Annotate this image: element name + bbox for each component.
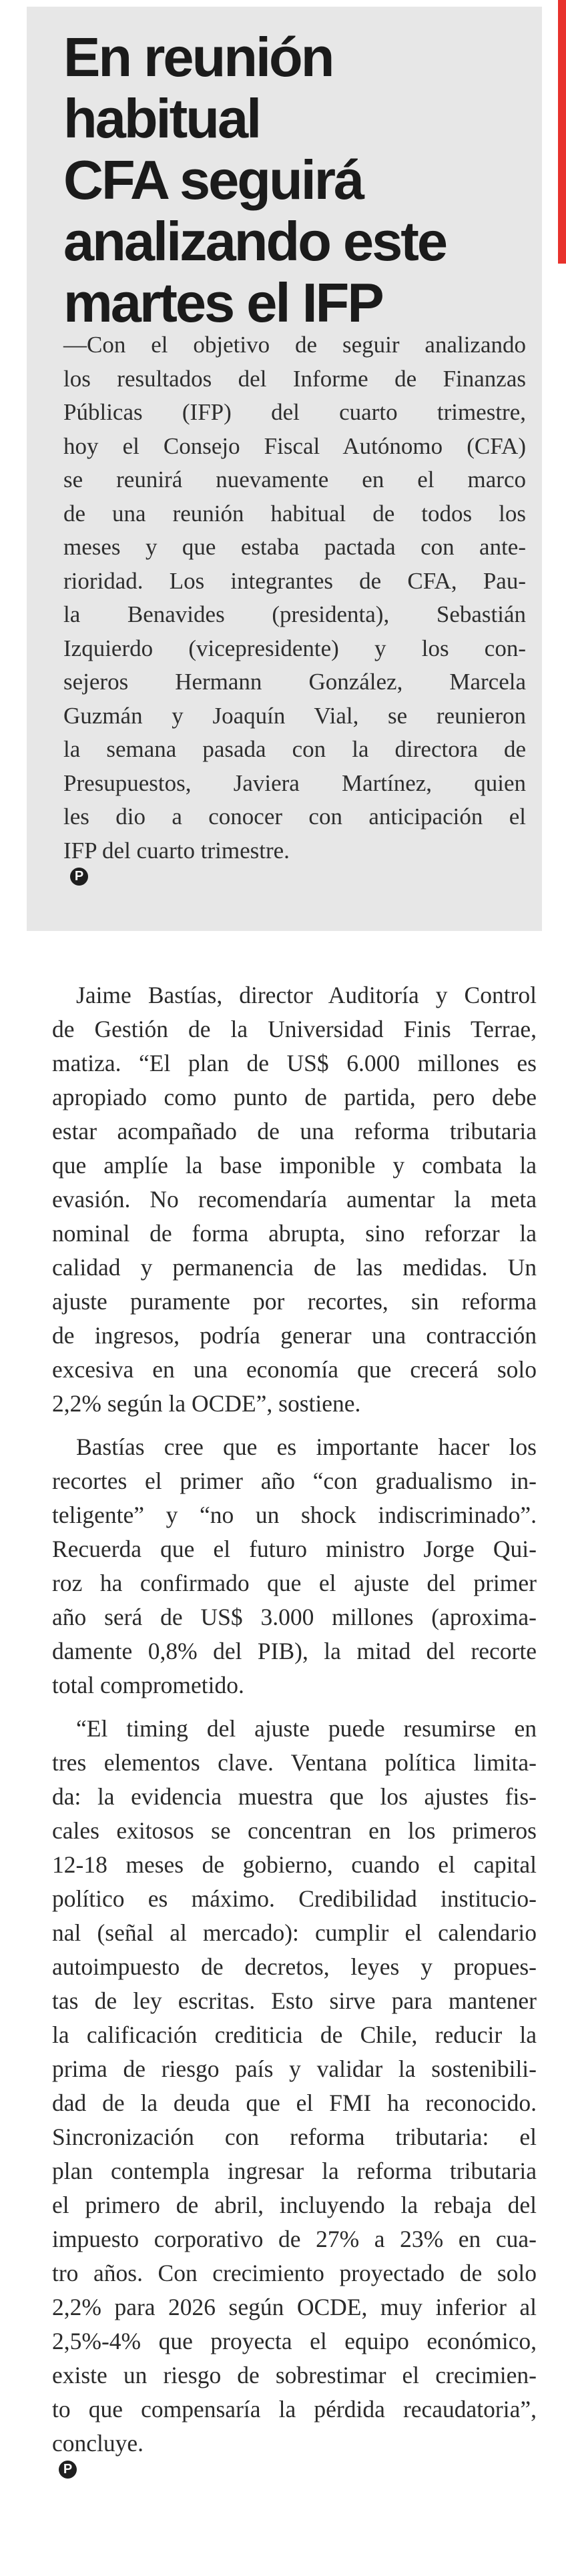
text-line: IFP del cuarto trimestre. [63,837,290,864]
headline-line: analizando este [63,210,447,272]
text-line-last [52,2427,537,2479]
text-line: político es máximo. Credibilidad institucio- [52,1885,537,1912]
text-line: estar acompañado de una reforma tributaria [52,1118,537,1145]
text-line: impuesto corporativo de 27% a 23% en cua- [52,2226,537,2252]
text-line: calidad y permanencia de las medidas. Un [52,1254,537,1281]
text-line: 2,5%-4% que proyecta el equipo económico, [52,2328,537,2354]
text-line: recortes el primer año “con gradualismo in- [52,1468,537,1494]
text-line: el primero de abril, incluyendo la rebaja del [52,2192,537,2218]
text-line: Bastías cree que es importante hacer los [76,1433,537,1460]
text-line: 2,2% según la OCDE”, sostiene. [52,1390,361,1417]
text-line: —Con el objetivo de seguir analizando [63,332,526,358]
text-line: Sincronización con reforma tributaria: el [52,2124,537,2150]
text-line: que amplíe la base imponible y combata la [52,1152,537,1179]
text-line: “El timing del ajuste puede resumirse en [76,1715,537,1742]
text-line: Izquierdo (vicepresidente) y los con- [63,635,526,661]
text-line: teligente” y “no un shock indiscriminado”. [52,1502,537,1528]
text-line: les dio a conocer con anticipación el [63,803,526,830]
text-line: autoimpuesto de decretos, leyes y propues- [52,1953,537,1980]
paragraph [52,1430,537,1702]
text-line: de Gestión de la Universidad Finis Terrae, [52,1016,537,1042]
text-line: meses y que estaba pactada con ante- [63,534,526,560]
text-line: ajuste puramente por recortes, sin reforma [52,1288,537,1315]
text-line: dad de la deuda que el FMI ha reconocido. [52,2089,537,2116]
text-line: total comprometido. [52,1672,244,1698]
text-line: la semana pasada con la directora de [63,736,526,762]
text-line: se reunirá nuevamente en el marco [63,466,526,493]
text-line: to que compensaría la pérdida recaudatoria”, [52,2396,537,2423]
text-line: rioridad. Los integrantes de CFA, Pau- [63,567,526,594]
text-line: tro años. Con crecimiento proyectado de solo [52,2260,537,2286]
text-line: existe un riesgo de sobrestimar el crecimien- [52,2362,537,2388]
text-line: hoy el Consejo Fiscal Autónomo (CFA) [63,432,526,459]
paragraph [52,1712,537,2479]
headline-line: CFA seguirá [63,149,363,211]
text-line: cales exitosos se concentran en los primeros [52,1817,537,1844]
text-line: tas de ley escritas. Esto sirve para mantener [52,1987,537,2014]
end-of-text-icon: P [59,2461,77,2479]
text-line: tres elementos clave. Ventana política limita- [52,1749,537,1776]
text-line: excesiva en una economía que crecerá solo [52,1356,537,1383]
article-body [52,978,537,2488]
end-of-text-icon: P [70,868,88,886]
text-line: concluye. [52,2430,144,2457]
paragraph [52,978,537,1421]
accent-bar [558,0,566,264]
text-line-last [63,834,526,886]
text-line: la calificación crediticia de Chile, reducir la [52,2021,537,2048]
text-line: Guzmán y Joaquín Vial, se reunieron [63,702,526,729]
text-line: de una reunión habitual de todos los [63,500,526,527]
headline-line: habitual [63,87,260,149]
text-line: nominal de forma abrupta, sino reforzar la [52,1220,537,1247]
text-line: Jaime Bastías, director Auditoría y Control [76,982,537,1008]
text-line: 2,2% para 2026 según OCDE, muy inferior al [52,2294,537,2320]
headline-line: martes el IFP [63,272,382,334]
text-line: prima de riesgo país y validar la sostenibili- [52,2055,537,2082]
text-line: da: la evidencia muestra que los ajustes fis- [52,1783,537,1810]
text-line: año será de US$ 3.000 millones (aproxima- [52,1604,537,1630]
text-line: sejeros Hermann González, Marcela [63,669,526,695]
text-line: damente 0,8% del PIB), la mitad del recorte [52,1638,537,1664]
text-line: la Benavides (presidenta), Sebastián [63,601,526,627]
text-line: de ingresos, podría generar una contracción [52,1322,537,1349]
text-line: roz ha confirmado que el ajuste del primer [52,1570,537,1596]
text-line: 12-18 meses de gobierno, cuando el capital [52,1851,537,1878]
headline [63,27,531,334]
text-line: evasión. No recomendaría aumentar la meta [52,1186,537,1213]
text-line: los resultados del Informe de Finanzas [63,365,526,392]
text-line: Presupuestos, Javiera Martínez, quien [63,769,526,796]
text-line: apropiado como punto de partida, pero debe [52,1084,537,1110]
text-line: nal (señal al mercado): cumplir el calendario [52,1919,537,1946]
text-line: Públicas (IFP) del cuarto trimestre, [63,399,526,425]
sidebar-text [63,328,526,886]
text-line: Recuerda que el futuro ministro Jorge Qui- [52,1536,537,1562]
headline-line: En reunión [63,26,333,88]
text-line: plan contempla ingresar la reforma tributaria [52,2158,537,2184]
text-line: matiza. “El plan de US$ 6.000 millones es [52,1050,537,1076]
